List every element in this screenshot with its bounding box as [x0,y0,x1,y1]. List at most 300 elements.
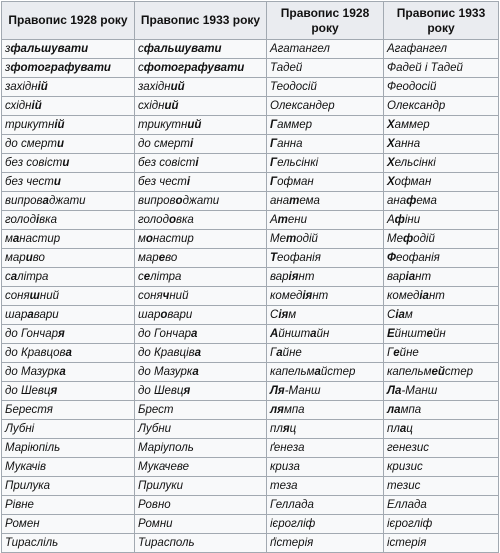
cell-word-1928 [2,458,135,477]
word-text: Брест [138,404,174,416]
cell-word-1933 [135,192,267,211]
cell-name-1928 [267,325,384,344]
word-text: пл [387,423,400,435]
highlighted-letters: я [282,423,290,435]
cell-name-1933 [384,420,499,439]
word-text: ний [169,290,189,302]
cell-name-1928 [267,401,384,420]
word-text: йншт [394,328,427,340]
highlighted-letters: фотографувати [10,62,111,74]
highlighted-letters: о [175,195,183,207]
word-text: Еллада [387,499,427,511]
highlighted-letters: і [195,157,199,169]
table-row [2,344,499,363]
table-row [2,40,499,59]
word-text: м [138,233,146,245]
word-text: Теодосій [270,81,317,93]
cell-word-1928 [2,382,135,401]
word-text: аммер [394,119,430,131]
word-text: ема [299,195,320,207]
word-text: ний [39,290,59,302]
highlighted-letters: ф [402,233,414,245]
cell-name-1928 [267,135,384,154]
word-text: до Гончар [5,328,59,340]
cell-word-1928 [2,230,135,249]
word-text: А [270,214,278,226]
cell-word-1933 [135,325,267,344]
word-text: м [404,309,413,321]
highlighted-letters: а [192,366,199,378]
word-text: тезис [387,480,421,492]
table-row [2,420,499,439]
word-text: вари [167,309,193,321]
word-text: анна [394,138,421,150]
word-text: східн [138,100,165,112]
word-text: Тирасліль [5,537,59,549]
cell-word-1933 [135,40,267,59]
cell-name-1933 [384,40,499,59]
word-text: Ровно [138,499,171,511]
word-text: до Кравцов [5,347,66,359]
word-text: во [165,252,178,264]
word-text: йне [399,347,419,359]
highlighted-letters: а [12,233,20,245]
word-text: до смерт [138,138,190,150]
cell-word-1928 [2,534,135,553]
word-text: східн [5,100,32,112]
word-text: вка [175,214,194,226]
cell-word-1928 [2,325,135,344]
word-text: до Мазурк [138,366,193,378]
cell-name-1933 [384,154,499,173]
cell-name-1928 [267,249,384,268]
cell-name-1928 [267,211,384,230]
header-1933-words: Правопис 1933 року [135,2,267,40]
table-row [2,287,499,306]
highlighted-letters: Х [387,138,395,150]
highlighted-letters: а [314,366,321,378]
word-text: істерія [387,537,427,549]
word-text: ґістерія [270,537,314,549]
word-text: с [138,62,144,74]
word-text: нт [415,271,432,283]
word-text: Феодосій [387,81,437,93]
word-text: без чест [138,176,187,188]
word-text: стер [444,366,474,378]
header-1928-words: Правопис 1928 року [2,2,135,40]
highlighted-letters: А [270,328,279,340]
cell-word-1933 [135,230,267,249]
cell-name-1928 [267,268,384,287]
cell-word-1928 [2,154,135,173]
table-row [2,306,499,325]
cell-word-1933 [135,458,267,477]
highlighted-letters: фальшувати [143,43,222,55]
table-row [2,458,499,477]
word-text: Маріюпіль [5,442,61,454]
highlighted-letters: о [145,233,153,245]
cell-word-1928 [2,97,135,116]
highlighted-letters: а [399,423,407,435]
word-text: трикутн [138,119,188,131]
word-text: йншт [278,328,311,340]
cell-name-1928 [267,192,384,211]
word-text: Ромен [5,518,40,530]
word-text: західн [5,81,38,93]
word-text: с [138,271,144,283]
word-text: до Мазурк [5,366,60,378]
highlighted-letters: Г [270,176,278,188]
word-text: голод [5,214,36,226]
word-text: західн [138,81,171,93]
word-text: м [5,233,13,245]
table-row [2,211,499,230]
word-text: пл [270,423,283,435]
word-text: ана [387,195,407,207]
cell-name-1928 [267,344,384,363]
word-text: Рівне [5,499,34,511]
cell-word-1933 [135,211,267,230]
cell-name-1928 [267,439,384,458]
word-text: Геллада [270,499,314,511]
highlighted-letters: ія [278,309,289,321]
cell-word-1928 [2,306,135,325]
word-text: комед [270,290,303,302]
cell-name-1933 [384,192,499,211]
word-text: еофанія [395,252,440,264]
word-text: капельм [387,366,432,378]
highlighted-letters: и [56,138,64,150]
cell-word-1928 [2,173,135,192]
table-row [2,496,499,515]
word-text: нт [428,290,445,302]
word-text: Тирасполь [138,537,195,549]
table-row [2,382,499,401]
cell-name-1933 [384,344,499,363]
word-text: м [288,309,297,321]
word-text: до Кравців [138,347,195,359]
cell-word-1933 [135,534,267,553]
highlighted-letters: ш [29,290,40,302]
highlighted-letters: е [393,347,400,359]
word-text: Агатангел [270,43,330,55]
highlighted-letters: ий [170,81,185,93]
cell-name-1933 [384,534,499,553]
highlighted-letters: а [276,347,283,359]
table-row [2,97,499,116]
highlighted-letters: а [65,347,72,359]
word-text: ельсінкі [277,157,319,169]
cell-word-1928 [2,78,135,97]
highlighted-letters: Х [387,176,395,188]
word-text: кризис [387,461,423,473]
highlighted-letters: Г [270,157,278,169]
word-text: йстер [320,366,356,378]
cell-name-1933 [384,268,499,287]
word-text: шар [138,309,161,321]
cell-word-1933 [135,116,267,135]
cell-name-1933 [384,439,499,458]
cell-word-1928 [2,344,135,363]
highlighted-letters: Т [270,252,278,264]
highlighted-letters: а [42,195,49,207]
cell-name-1928 [267,534,384,553]
header-1933-names: Правопис 1933 року [384,2,499,40]
word-text: Ромни [138,518,173,530]
table-row [2,230,499,249]
word-text: генезис [387,442,430,454]
word-text: одій [413,233,435,245]
cell-word-1933 [135,496,267,515]
cell-name-1928 [267,40,384,59]
word-text: вар [387,271,406,283]
cell-name-1928 [267,287,384,306]
word-text: С [270,309,279,321]
highlighted-letters: ій [37,81,48,93]
table-row [2,401,499,420]
word-text: нт [298,271,315,283]
cell-name-1933 [384,287,499,306]
word-text: Прилука [5,480,51,492]
cell-word-1933 [135,287,267,306]
word-text: Берестя [5,404,53,416]
word-text: ц [406,423,413,435]
highlighted-letters: я [50,385,58,397]
word-text: Тадей [270,62,303,74]
cell-word-1933 [135,59,267,78]
word-text: трикутн [5,119,55,131]
highlighted-letters: фальшувати [10,43,89,55]
cell-name-1928 [267,173,384,192]
table-row [2,192,499,211]
word-text: аммер [277,119,313,131]
word-text: ґенеза [270,442,305,454]
word-text: ц [289,423,297,435]
word-text: Олександер [270,100,335,112]
cell-word-1928 [2,211,135,230]
word-text: іни [404,214,421,226]
highlighted-letters: іа [405,271,416,283]
word-text: С [387,309,396,321]
word-text: ема [416,195,437,207]
word-text: літра [150,271,182,283]
highlighted-letters: Г [270,119,278,131]
word-text: джати [48,195,86,207]
highlighted-letters: фотографувати [143,62,245,74]
highlighted-letters: Ла [387,385,402,397]
table-row [2,268,499,287]
highlighted-letters: і [186,176,191,188]
word-text: вка [39,214,57,226]
highlighted-letters: а [10,271,18,283]
word-text: капельм [270,366,315,378]
highlighted-letters: е [158,252,166,264]
cell-name-1933 [384,230,499,249]
highlighted-letters: ф [394,214,405,226]
highlighted-letters: е [426,328,433,340]
word-text: Агафангел [387,43,447,55]
cell-name-1933 [384,496,499,515]
word-text: без совіст [138,157,196,169]
word-text: соня [138,290,163,302]
word-text: голод [138,214,169,226]
cell-name-1928 [267,382,384,401]
word-text: -Манш [284,385,321,397]
cell-word-1933 [135,78,267,97]
highlighted-letters: і [35,214,40,226]
word-text: без совіст [5,157,63,169]
word-text: комед [387,290,420,302]
highlighted-letters: Е [387,328,395,340]
highlighted-letters: Ля [270,385,285,397]
word-text: А [387,214,395,226]
cell-word-1933 [135,515,267,534]
word-text: джати [182,195,220,207]
highlighted-letters: о [168,214,176,226]
word-text: до Шевц [5,385,51,397]
word-text: мпа [400,404,422,416]
cell-word-1928 [2,420,135,439]
cell-word-1928 [2,496,135,515]
cell-name-1933 [384,401,499,420]
word-text: анна [277,138,303,150]
word-text: ана [270,195,290,207]
table-row [2,59,499,78]
highlighted-letters: я [183,385,191,397]
word-text: ельсінкі [394,157,436,169]
highlighted-letters: а [310,328,317,340]
cell-word-1933 [135,268,267,287]
cell-word-1928 [2,287,135,306]
cell-name-1928 [267,78,384,97]
word-text: Лубни [138,423,172,435]
word-text: Г [387,347,394,359]
cell-name-1928 [267,230,384,249]
highlighted-letters: т [285,233,297,245]
word-text: Фадей і Тадей [387,62,463,74]
highlighted-letters: Ф [387,252,396,264]
cell-name-1933 [384,173,499,192]
highlighted-letters: я [58,328,65,340]
table-row [2,173,499,192]
table-row [2,154,499,173]
highlighted-letters: Х [387,119,395,131]
highlighted-letters: а [59,366,66,378]
highlighted-letters: ій [31,100,42,112]
word-text: до Шевц [138,385,184,397]
cell-word-1933 [135,97,267,116]
cell-word-1928 [2,59,135,78]
table-row [2,116,499,135]
word-text: Ме [270,233,286,245]
word-text: Г [270,347,277,359]
cell-name-1928 [267,477,384,496]
highlighted-letters: іа [395,309,405,321]
highlighted-letters: о [160,309,168,321]
highlighted-letters: ій [54,119,65,131]
word-text: одій [296,233,318,245]
word-text: криза [270,461,300,473]
cell-word-1928 [2,40,135,59]
cell-name-1933 [384,59,499,78]
word-text: літра [17,271,49,283]
cell-name-1933 [384,249,499,268]
cell-name-1928 [267,97,384,116]
highlighted-letters: а [191,328,198,340]
cell-word-1933 [135,382,267,401]
word-text: еофанія [277,252,321,264]
word-text: соня [5,290,30,302]
table-row [2,534,499,553]
word-text: випров [5,195,43,207]
cell-word-1933 [135,154,267,173]
highlighted-letters: ч [162,290,170,302]
word-text: офман [394,176,432,188]
cell-name-1933 [384,515,499,534]
orthography-comparison-table [1,1,499,553]
word-text: вари [33,309,59,321]
cell-name-1928 [267,420,384,439]
word-text: с [138,43,144,55]
highlighted-letters: ла [387,404,401,416]
word-text: йне [282,347,302,359]
cell-name-1933 [384,325,499,344]
cell-name-1928 [267,306,384,325]
word-text: -Манш [401,385,438,397]
cell-name-1933 [384,306,499,325]
cell-name-1928 [267,363,384,382]
highlighted-letters: и [25,252,33,264]
highlighted-letters: Х [387,157,395,169]
word-text: Олександр [387,100,446,112]
highlighted-letters: ія [288,271,299,283]
word-text: Мукачів [5,461,47,473]
word-text: без чест [5,176,54,188]
cell-word-1933 [135,249,267,268]
cell-name-1933 [384,135,499,154]
highlighted-letters: ля [270,404,284,416]
cell-word-1933 [135,344,267,363]
table-row [2,249,499,268]
cell-name-1928 [267,515,384,534]
word-text: ієрогліф [387,518,433,530]
cell-word-1933 [135,173,267,192]
cell-word-1933 [135,135,267,154]
cell-name-1933 [384,382,499,401]
word-text: Прилуки [138,480,184,492]
word-text: Ме [387,233,403,245]
word-text: йн [316,328,330,340]
table-row [2,135,499,154]
word-text: офман [277,176,314,188]
cell-name-1928 [267,496,384,515]
word-text: ієрогліф [270,518,316,530]
cell-word-1933 [135,363,267,382]
cell-word-1928 [2,477,135,496]
cell-word-1928 [2,515,135,534]
table-row [2,439,499,458]
highlighted-letters: ий [164,100,179,112]
highlighted-letters: а [194,347,202,359]
word-text: Лубні [5,423,35,435]
cell-word-1933 [135,477,267,496]
word-text: мар [5,252,26,264]
word-text: Маріуполь [138,442,194,454]
cell-word-1928 [2,439,135,458]
word-text: ени [287,214,308,226]
highlighted-letters: а [27,309,34,321]
highlighted-letters: и [62,157,70,169]
